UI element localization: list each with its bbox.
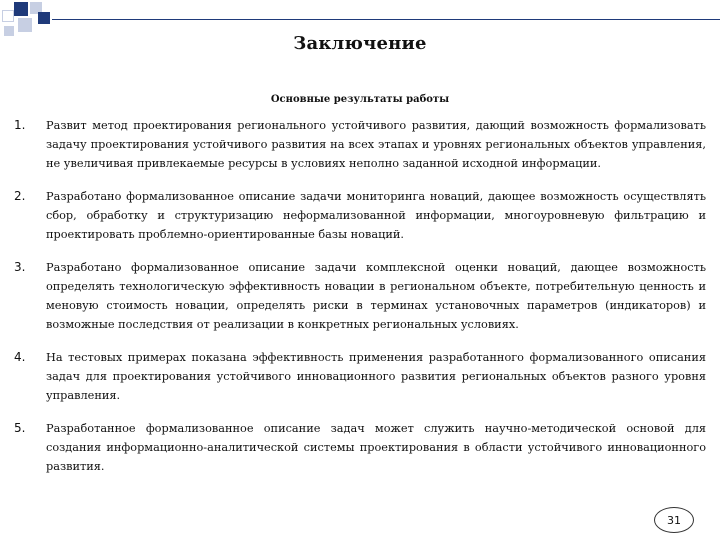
item-number: 3. [14, 260, 26, 274]
decor-square [14, 2, 28, 16]
list-item [14, 116, 706, 173]
decor-square [18, 18, 32, 32]
item-text: Развит метод проектирования регионального устойчивого развития, дающий возможность формализовать задачу проектирования устойчивого развития на всех этапах и уровнях региональных объектов управления, не увеличивая привлекаемые ресурсы в условиях неполно заданной исходной информации. [46, 119, 706, 170]
item-number: 2. [14, 189, 26, 203]
list-item [14, 187, 706, 244]
header-rule [52, 19, 720, 20]
item-text: Разработано формализованное описание задачи мониторинга новаций, дающее возможность осуществлять сбор, обработку и структуризацию неформализованной информации, многоуровневую фильтрацию и проектировать проблемно-ориентированные базы новаций. [46, 190, 706, 241]
item-text: На тестовых примерах показана эффективность применения разработанного формализованного описания задач для проектирования устойчивого инновационного развития региональных объектов разного уровня управления. [46, 351, 706, 402]
page-number-badge: 31 [654, 507, 694, 533]
item-text: Разработано формализованное описание задачи комплексной оценки новаций, дающее возможность определять технологическую эффективность новации в региональном объекте, потребительную ценность и меновую стоимость новации, определять риски в терминах установочных параметров (индикаторов) и возможные последствия от реализации в конкретных региональных условиях. [46, 261, 706, 331]
results-list [14, 116, 706, 490]
list-item [14, 419, 706, 476]
item-number: 4. [14, 350, 26, 364]
item-text: Разработанное формализованное описание задач может служить научно-методической основой для создания информационно-аналитической системы проектирования в области устойчивого инновационного развития. [46, 422, 706, 473]
decor-square [38, 12, 50, 24]
decor-square [2, 10, 14, 22]
item-number: 5. [14, 421, 26, 435]
slide-title: Заключение [293, 33, 427, 54]
item-number: 1. [14, 118, 26, 132]
list-item [14, 348, 706, 405]
section-subtitle: Основные результаты работы [270, 94, 450, 105]
list-item [14, 258, 706, 334]
